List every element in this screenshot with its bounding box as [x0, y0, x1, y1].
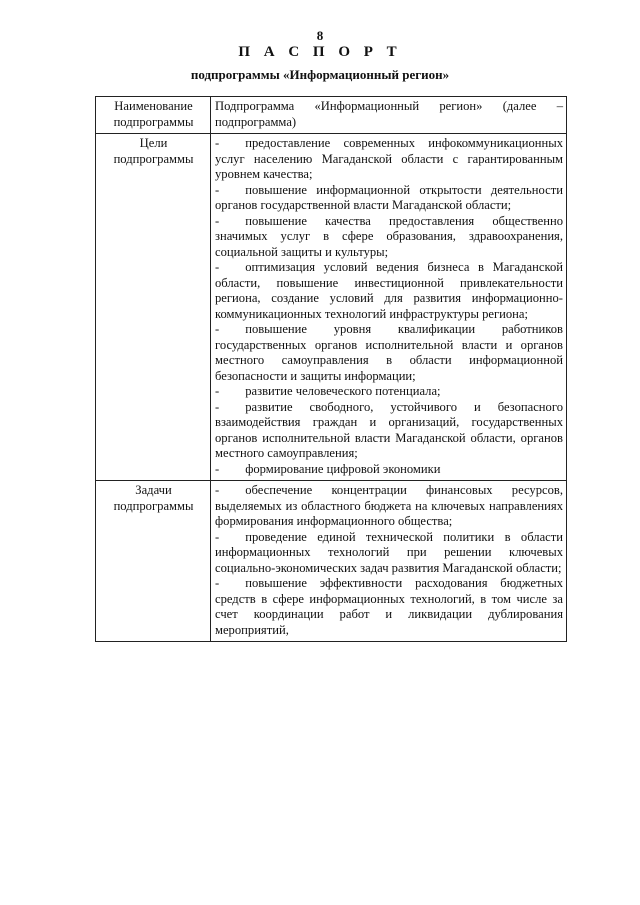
list-dash: - [215, 529, 220, 544]
list-item [215, 400, 563, 462]
list-item [215, 136, 563, 183]
list-item [215, 322, 563, 384]
list-dash: - [215, 182, 220, 197]
tasks-label: Задачи подпрограммы [96, 481, 211, 642]
list-dash: - [215, 461, 220, 476]
list-dash: - [215, 384, 220, 398]
tasks-list [211, 481, 567, 642]
list-item [215, 483, 563, 530]
list-dash: - [215, 136, 220, 150]
document-subtitle: подпрограммы «Информационный регион» [190, 67, 450, 82]
row-tasks [96, 481, 567, 642]
list-item-text: развитие человеческого потенциала; [245, 384, 441, 398]
document-title: П А С П О Р Т [238, 44, 402, 60]
list-item [215, 260, 563, 322]
name-label: Наименование подпрограммы [96, 97, 211, 134]
list-item-text: повышение эффективности расходования бюджетных средств в сфере информационных технологий, в том числе за счет координации работ и ликвидации дублирования мероприятий, [215, 576, 563, 637]
list-item [215, 384, 563, 400]
list-item-text: развитие свободного, устойчивого и безопасного взаимодействия граждан и организаций, государственных органов исполнительной власти Магаданской области, органов местного самоуправления; [215, 399, 563, 460]
list-dash: - [215, 322, 220, 336]
list-dash: - [215, 260, 220, 274]
list-item-text: повышение информационной открытости деятельности органов государственной власти Магаданской области; [215, 182, 563, 212]
list-item-text: оптимизация условий ведения бизнеса в Магаданской области, повышение инвестиционной привлекательности региона, создание условий для развития информационно-коммуникационных технологий инфраструктуры региона; [215, 260, 563, 321]
list-item [215, 576, 563, 638]
list-item [215, 462, 563, 478]
list-item-text: проведение единой технической политики в области информационных технологий при решении ключевых социально-экономических задач развития Магаданской области; [215, 529, 563, 575]
goals-label: Цели подпрограммы [96, 134, 211, 481]
row-goals [96, 134, 567, 481]
list-item-text: повышение уровня квалификации работников государственных органов исполнительной власти и органов местного самоуправления в области информационной безопасности и защиты информации; [215, 322, 563, 383]
list-item [215, 530, 563, 577]
list-item-text: предоставление современных инфокоммуникационных услуг населению Магаданской области с гарантированным уровнем качества; [215, 136, 563, 181]
name-value: Подпрограмма «Информационный регион» (далее – подпрограмма) [211, 97, 567, 134]
list-dash: - [215, 399, 220, 414]
list-dash: - [215, 576, 220, 590]
list-item [215, 183, 563, 214]
row-name [96, 97, 567, 134]
list-item [215, 214, 563, 261]
list-dash: - [215, 213, 220, 228]
list-dash: - [215, 483, 220, 497]
passport-table [95, 96, 567, 642]
page-number: 8 [316, 28, 324, 43]
list-item-text: обеспечение концентрации финансовых ресурсов, выделяемых из областного бюджета на ключевых направлениях формирования информационного общества; [215, 483, 563, 528]
goals-list [211, 134, 567, 481]
list-item-text: повышение качества предоставления общественно значимых услуг в сфере образования, здравоохранения, социальной защиты и культуры; [215, 213, 563, 259]
list-item-text: формирование цифровой экономики [245, 461, 441, 476]
